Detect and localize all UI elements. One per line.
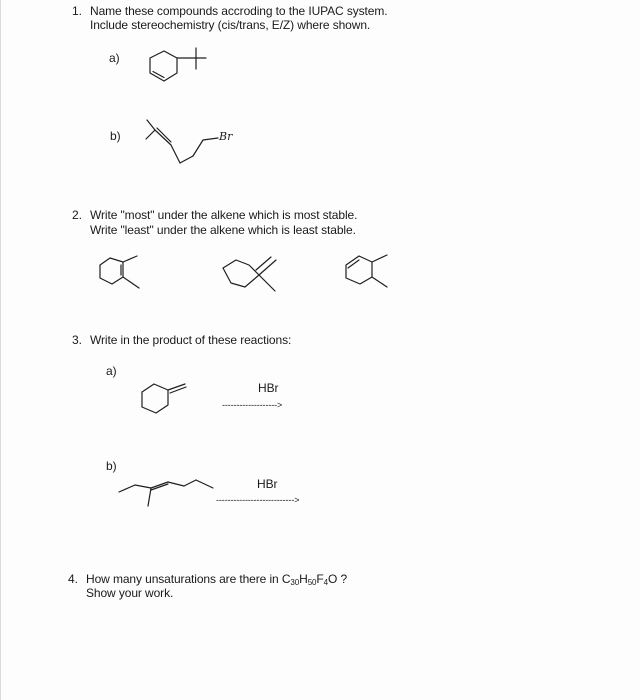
q3-part-b-label: b) xyxy=(106,459,117,473)
q1-part-b-label: b) xyxy=(110,129,121,143)
q4-prompt-line2: Show your work. xyxy=(86,586,174,600)
bromine-label: Br xyxy=(219,130,233,143)
q1b-structure-bromo-alkene xyxy=(140,112,250,182)
q3-prompt-line1: Write in the product of these reactions: xyxy=(90,333,292,347)
q1-part-a-label: a) xyxy=(109,51,120,65)
q2-alkene-2-structure xyxy=(218,250,288,300)
q2-number: 2. xyxy=(72,208,82,222)
q3b-reagent: HBr xyxy=(257,477,278,491)
q3a-reagent: HBr xyxy=(258,381,279,395)
q4-prompt-line1: How many unsaturations are there in $C_{30}H_{50}F_4O$ ? xyxy=(86,572,348,587)
q1-prompt-line1: Name these compounds accroding to the IUPAC system. xyxy=(90,4,388,18)
q2-prompt-line2: Write "least" under the alkene which is least stable. xyxy=(90,223,356,237)
q3b-reaction-arrow: ---------------------------> xyxy=(216,495,300,505)
q3-number: 3. xyxy=(72,333,82,347)
q3b-structure-trisubstituted-alkene xyxy=(115,470,225,515)
q3-part-a-label: a) xyxy=(106,364,117,378)
q2-prompt-line1: Write "most" under the alkene which is most stable. xyxy=(90,208,358,222)
q2-alkene-1-structure xyxy=(95,250,155,295)
page-edge-line xyxy=(0,0,1,700)
q1-prompt-line2: Include stereochemistry (cis/trans, E/Z) where shown. xyxy=(90,18,371,32)
q3a-reaction-arrow: -------------------> xyxy=(222,400,283,410)
q4-number: 4. xyxy=(68,572,78,586)
q2-alkene-3-structure xyxy=(338,250,398,295)
q1a-structure-methylene-cyclohexene xyxy=(140,45,220,90)
q1-number: 1. xyxy=(72,4,82,18)
q3a-structure-methylene-cyclohexane xyxy=(138,372,198,422)
